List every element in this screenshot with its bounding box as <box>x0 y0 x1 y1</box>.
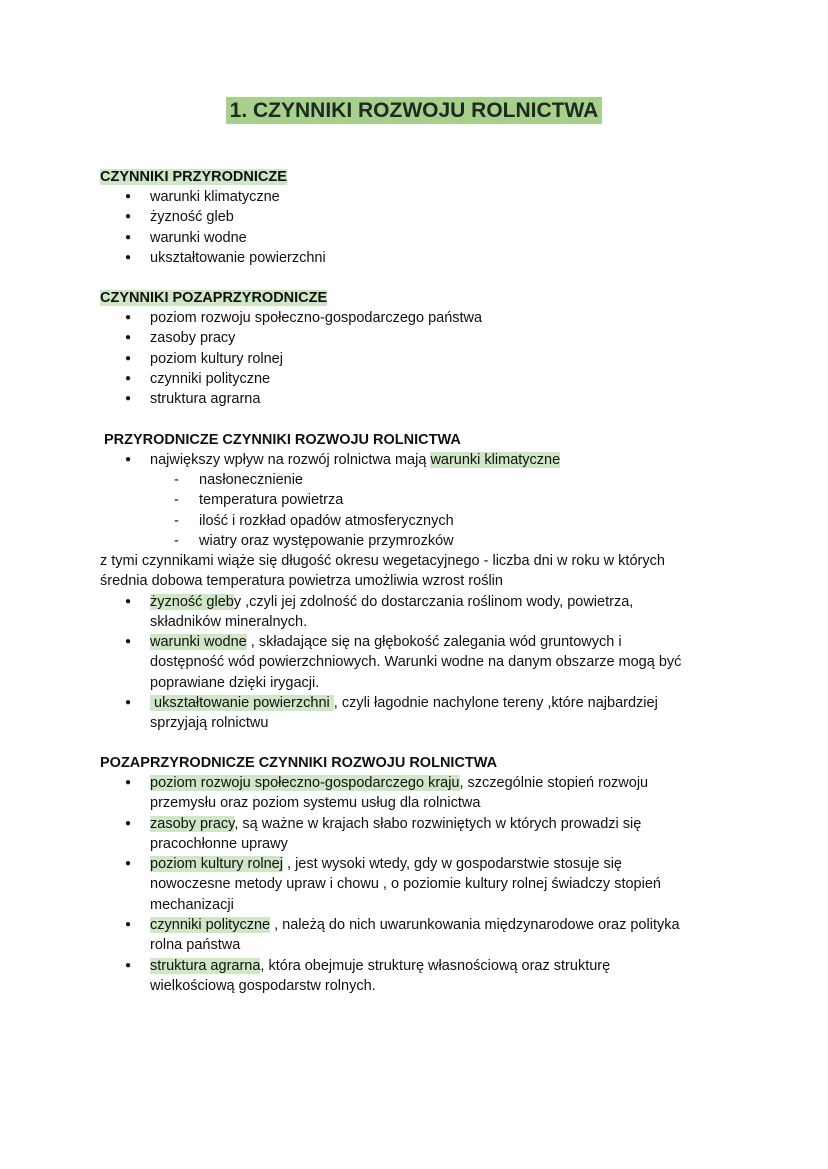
list-item: ● warunki wodne , składające się na głębokość zalegania wód gruntowych i dostępność wód powierzchniowych. Warunki wodne na danym obszarze mogą być poprawiane dzięki irygacji. <box>150 632 730 693</box>
list-item: ● warunki klimatyczne <box>150 187 730 207</box>
list-item: ● żyzność gleby ,czyli jej zdolność do dostarczania roślinom wody, powietrza, składników mineralnych. <box>150 592 730 633</box>
list-item: ● czynniki polityczne <box>150 369 730 389</box>
dash-item: - wiatry oraz występowanie przymrozków <box>199 531 454 551</box>
page-title-text: 1. CZYNNIKI ROZWOJU ROLNICTWA <box>226 97 603 124</box>
section-heading-pozaprzyrodnicze-rozwoju: POZAPRZYRODNICZE CZYNNIKI ROZWOJU ROLNICTWA <box>100 755 498 771</box>
page-title <box>0 99 828 123</box>
list-item: ● struktura agrarna <box>150 389 730 409</box>
list-item: ● poziom kultury rolnej , jest wysoki wtedy, gdy w gospodarstwie stosuje się nowoczesne metody upraw i chowu , o poziomie kultury rolnej świadczy stopień mechanizacji <box>150 854 730 915</box>
dash-item: - temperatura powietrza <box>199 490 343 510</box>
list-item: ● warunki wodne <box>150 228 730 248</box>
list-item: ● zasoby pracy, są ważne w krajach słabo rozwiniętych w których prowadzi się pracochłonne uprawy <box>150 814 730 855</box>
section-heading-przyrodnicze-rozwoju: PRZYRODNICZE CZYNNIKI ROZWOJU ROLNICTWA <box>104 432 461 448</box>
list-item: ● czynniki polityczne , należą do nich uwarunkowania międzynarodowe oraz polityka rolna państwa <box>150 915 730 956</box>
list-item: ● ukształtowanie powierzchni , czyli łagodnie nachylone tereny ,które najbardziej sprzyjają rolnictwu <box>150 693 730 734</box>
list-item: ● ukształtowanie powierzchni <box>150 248 730 268</box>
list-item: ● poziom rozwoju społeczno-gospodarczego kraju, szczególnie stopień rozwoju przemysłu oraz poziom systemu usług dla rolnictwa <box>150 773 730 814</box>
paragraph: z tymi czynnikami wiąże się długość okresu wegetacyjnego - liczba dni w roku w których średnia dobowa temperatura powietrza umożliwia wzrost roślin <box>100 553 665 590</box>
list-item: ● największy wpływ na rozwój rolnictwa mają warunki klimatyczne <box>150 450 730 470</box>
list-item: ● poziom kultury rolnej <box>150 349 730 369</box>
dash-item: - ilość i rozkład opadów atmosferycznych <box>199 511 454 531</box>
list-item: ● poziom rozwoju społeczno-gospodarczego państwa <box>150 308 730 328</box>
list-item: ● żyzność gleb <box>150 207 730 227</box>
dash-item: - nasłonecznienie <box>199 470 303 490</box>
list-item: ● zasoby pracy <box>150 328 730 348</box>
section-heading-przyrodnicze: CZYNNIKI PRZYRODNICZE <box>100 169 287 185</box>
list-item: ● struktura agrarna, która obejmuje strukturę własnościową oraz strukturę wielkościową gospodarstw rolnych. <box>150 956 730 997</box>
section-heading-pozaprzyrodnicze: CZYNNIKI POZAPRZYRODNICZE <box>100 290 328 306</box>
